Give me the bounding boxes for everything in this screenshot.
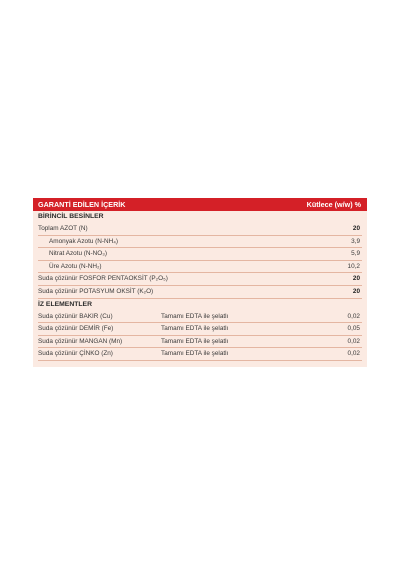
chelate-note: Tamamı EDTA ile şelatlı — [161, 350, 229, 358]
nutrient-label: Suda çözünür POTASYUM OKSİT (K₂O) — [38, 287, 154, 295]
chelate-note: Tamamı EDTA ile şelatlı — [161, 337, 229, 345]
nutrient-value: 20 — [352, 287, 360, 295]
nutrient-value: 10,2 — [347, 262, 360, 270]
nutrient-label: Toplam AZOT (N) — [38, 225, 88, 232]
nutrient-label: Nitrat Azotu (N-NO₃) — [49, 250, 107, 258]
table-title: GARANTİ EDİLEN İÇERİK — [38, 200, 126, 209]
table-row — [38, 323, 362, 336]
element-value: 0,02 — [347, 337, 360, 345]
table-row — [38, 261, 362, 274]
panel-bottom-padding — [33, 361, 367, 364]
nutrient-label: Amonyak Azotu (N-NH₄) — [49, 237, 119, 245]
guaranteed-content-table — [33, 198, 367, 367]
table-header — [33, 198, 367, 211]
element-label: Suda çözünür BAKIR (Cu) — [38, 312, 113, 320]
nutrient-value: 5,9 — [351, 250, 360, 258]
section-title-trace: İZ ELEMENTLER — [38, 300, 92, 308]
chelate-note: Tamamı EDTA ile şelatlı — [161, 312, 229, 320]
table-row — [38, 311, 362, 324]
unit-label: Kütlece (w/w) % — [306, 200, 361, 209]
element-value: 0,02 — [347, 312, 360, 320]
table-row — [38, 236, 362, 249]
nutrient-label: Suda çözünür FOSFOR PENTAOKSİT (P₂O₅) — [38, 275, 168, 283]
table-row — [38, 248, 362, 261]
table-row — [38, 348, 362, 361]
table-row — [38, 223, 362, 236]
element-value: 0,05 — [347, 325, 360, 333]
nutrient-value: 20 — [352, 225, 360, 232]
nutrient-value: 3,9 — [351, 237, 360, 245]
element-label: Suda çözünür MANGAN (Mn) — [38, 337, 123, 345]
table-row — [38, 273, 362, 286]
element-label: Suda çözünür ÇİNKO (Zn) — [38, 350, 113, 358]
nutrient-label: Üre Azotu (N-NH₂) — [49, 262, 102, 270]
nutrient-value: 20 — [352, 275, 360, 283]
section-title-primary: BİRİNCİL BESİNLER — [38, 213, 104, 220]
table-row — [38, 286, 362, 299]
chelate-note: Tamamı EDTA ile şelatlı — [161, 325, 229, 333]
element-value: 0,02 — [347, 350, 360, 358]
element-label: Suda çözünür DEMİR (Fe) — [38, 325, 114, 333]
table-row — [38, 336, 362, 349]
